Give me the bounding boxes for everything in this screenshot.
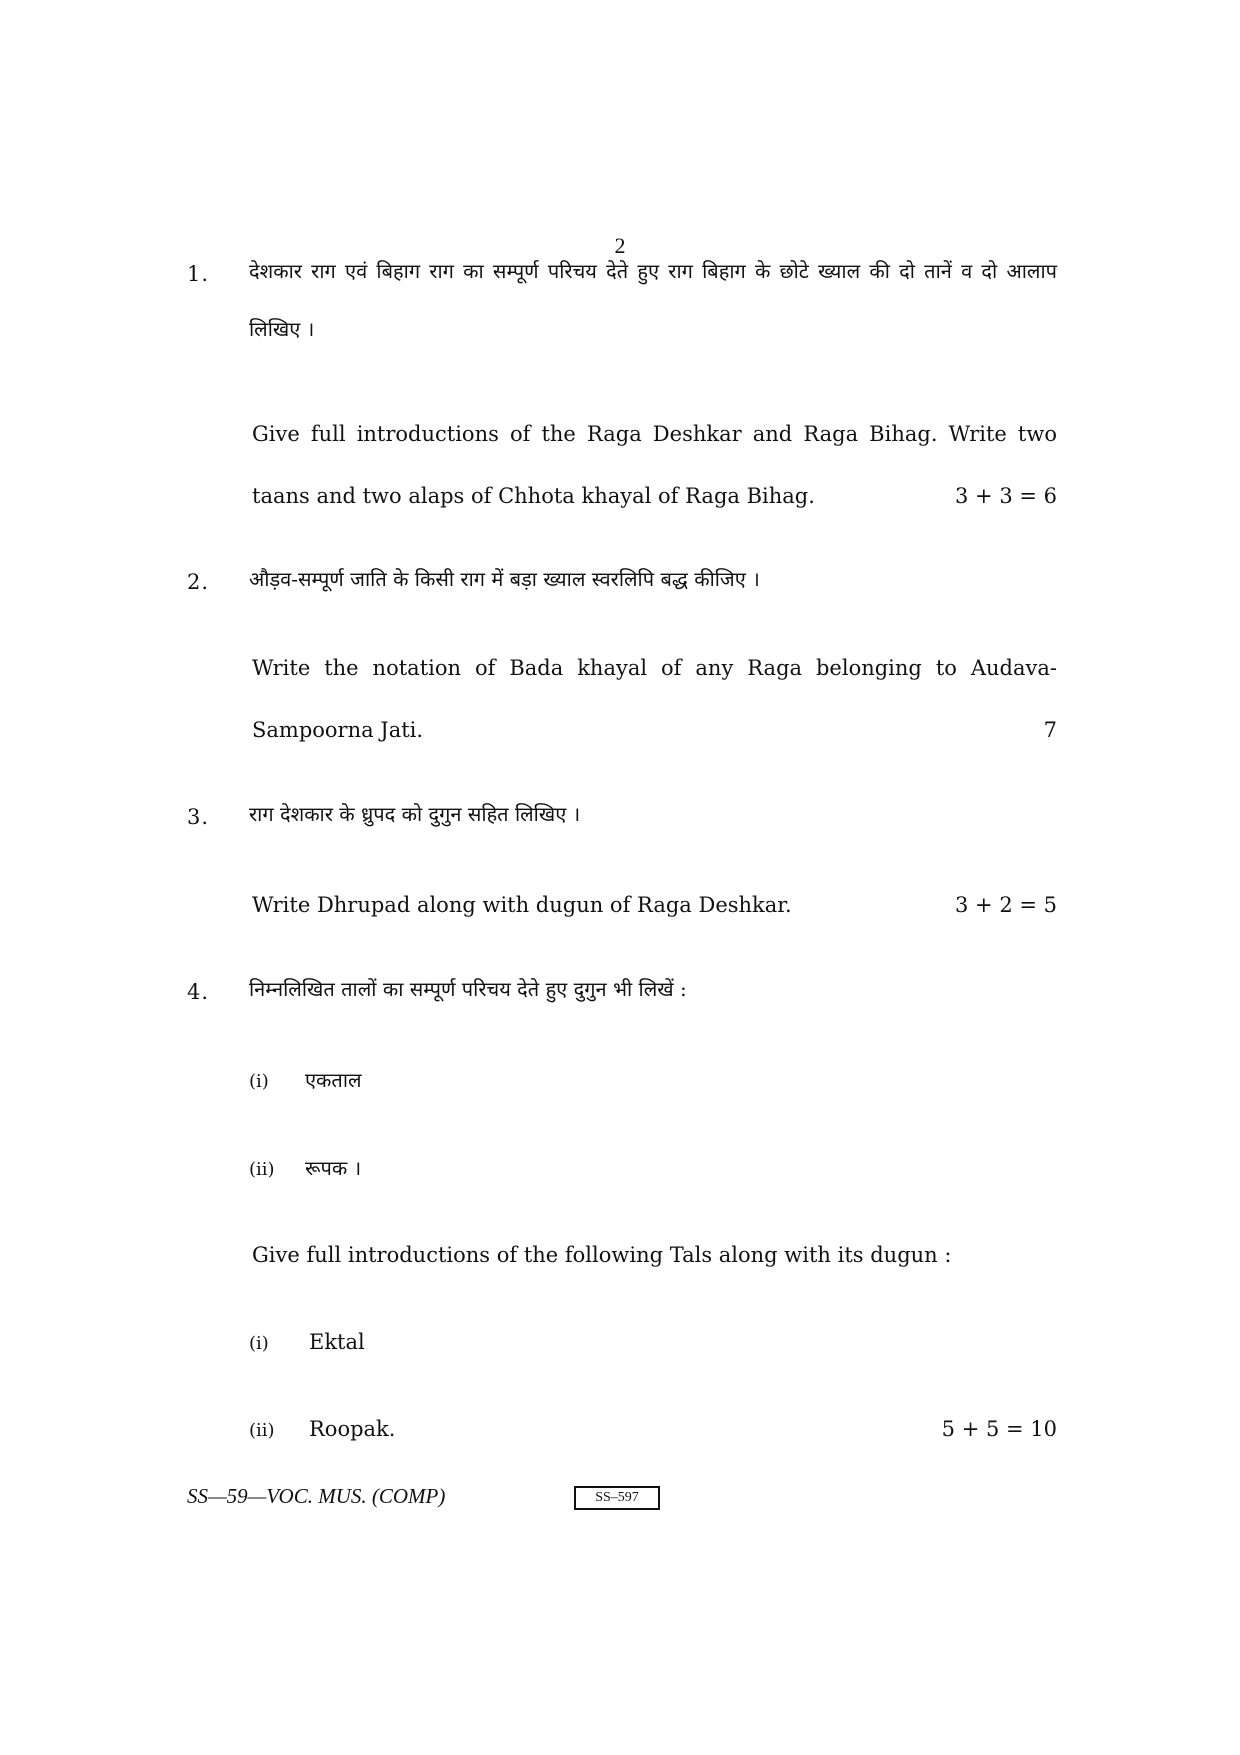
question-hindi-text: औड़व-सम्पूर्ण जाति के किसी राग में बड़ा ख्याल स्वरलिपि बद्ध कीजिए । [249,567,760,591]
page-number: 2 [614,233,626,258]
english-marks-row [252,718,1057,748]
sub-item-numeral: (i) [249,1333,269,1354]
english-line: Give full introductions of the Raga Deshkar and Raga Bihag. Write two [252,422,1057,446]
english-marks-row [252,893,1057,923]
sub-item-text: Ektal [309,1330,365,1354]
english-marks-row [249,1417,1057,1447]
paper-code-box: SS–597 [574,1486,660,1510]
sub-item-text: Roopak. [309,1417,396,1441]
sub-item-numeral: (ii) [249,1159,275,1180]
hindi-sub-item [249,1066,362,1093]
english-line: taans and two alaps of Chhota khayal of Raga Bihag. [252,484,815,508]
sub-item-text: एकताल [305,1068,362,1092]
hindi-sub-item [249,1154,361,1181]
question-english-text: Write Dhrupad along with dugun of Raga Deshkar. [252,893,792,917]
english-instruction-row [252,1243,1057,1273]
english-sub-item [249,1330,365,1354]
question-hindi-text: निम्नलिखित तालों का सम्पूर्ण परिचय देते हुए दुगुन भी लिखें : [249,977,687,1001]
english-marks-row [252,484,1057,514]
marks: 7 [1043,718,1057,742]
sub-item-numeral: (ii) [249,1420,275,1441]
question-hindi-text: देशकार राग एवं बिहाग राग का सम्पूर्ण परिचय देते हुए राग बिहाग के छोटे ख्याल की दो तानें व दो आलाप लिखिए । [249,259,1057,341]
marks: 5 + 5 = 10 [941,1417,1057,1441]
question-english-text [252,405,1057,463]
question-number: 1. [187,262,210,286]
question-hindi-text: राग देशकार के ध्रुपद को दुगुन सहित लिखिए । [249,802,581,826]
question-english-text [252,639,1057,697]
question-number: 2. [187,570,210,594]
question-number: 4. [187,980,210,1004]
question-english-text: Give full introductions of the following Tals along with its dugun : [252,1243,952,1267]
sub-item-numeral: (i) [249,1071,269,1092]
english-line: Sampoorna Jati. [252,718,424,742]
english-sub-item [249,1417,395,1441]
marks: 3 + 3 = 6 [955,484,1057,508]
english-line: Write the notation of Bada khayal of any Raga belonging to Audava- [252,656,1057,680]
marks: 3 + 2 = 5 [955,893,1057,917]
sub-item-text: रूपक । [305,1156,362,1180]
paper-code: SS—59—VOC. MUS. (COMP) [187,1484,446,1508]
question-number: 3. [187,805,210,829]
